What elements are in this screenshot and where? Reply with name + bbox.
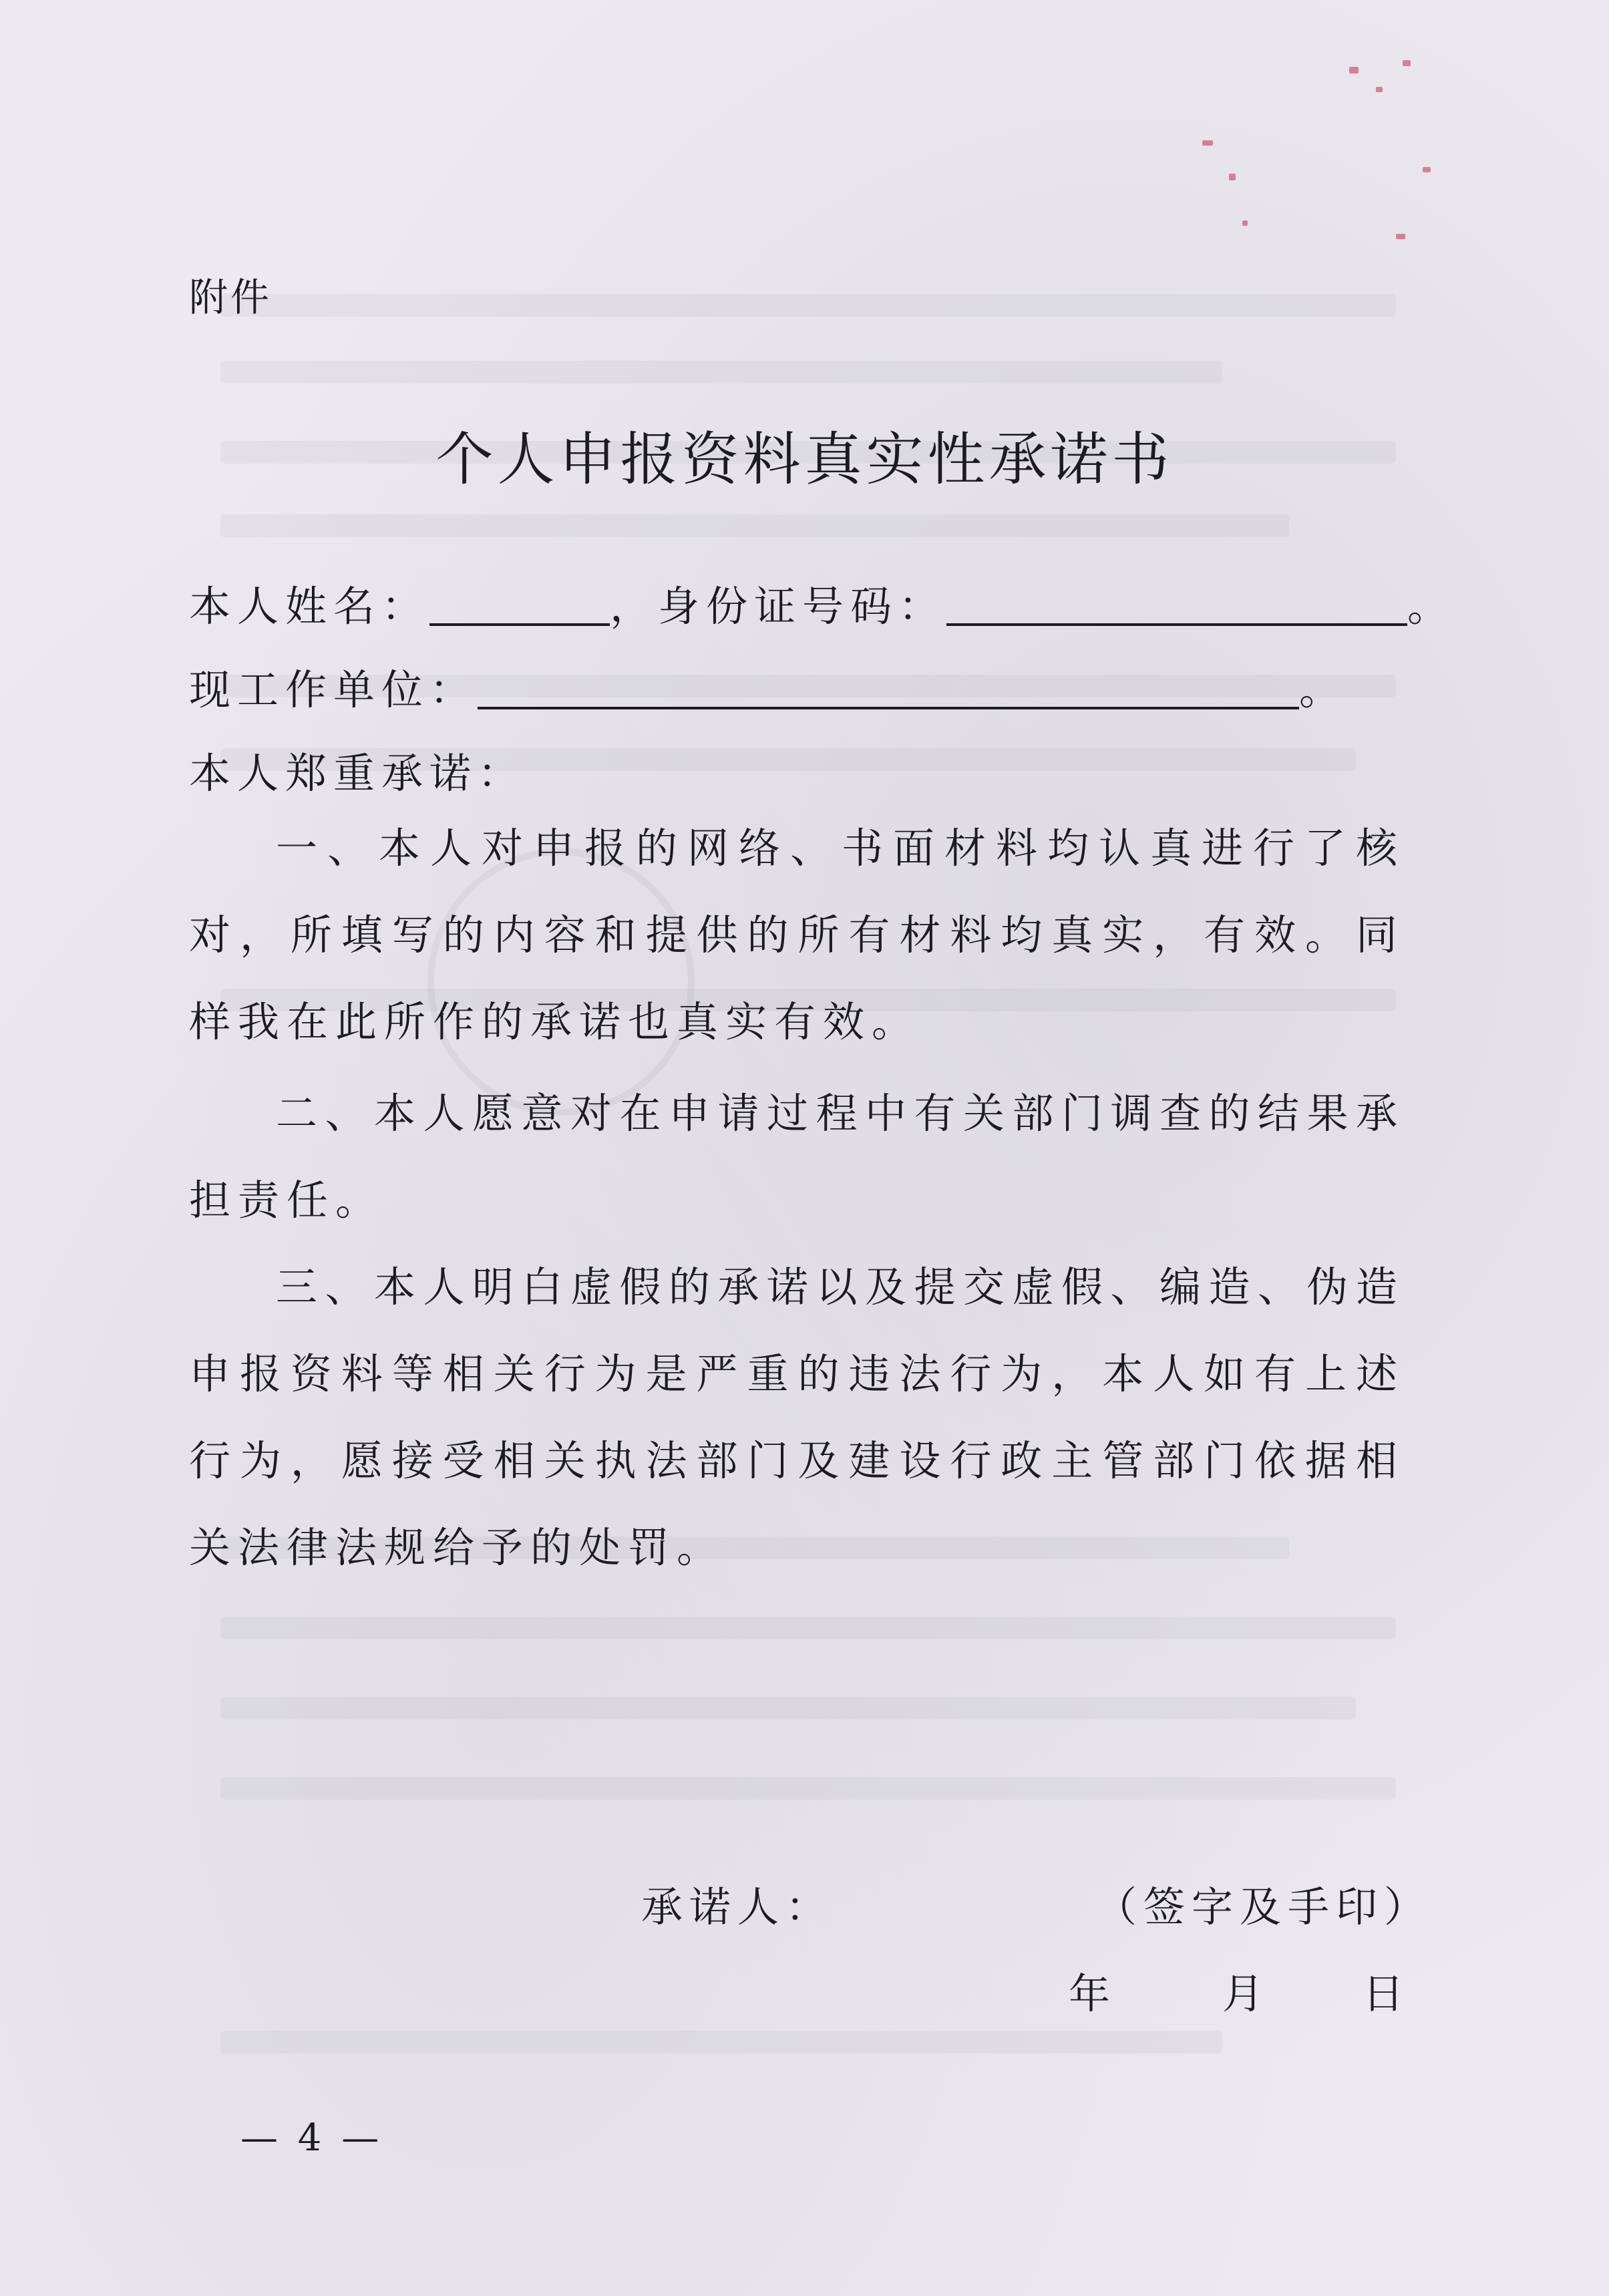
name-blank[interactable] [429,586,610,626]
name-label: 本人姓名： [189,582,430,631]
bleed-through-line [220,1777,1396,1800]
signature-note: （签字及手印） [1095,1882,1433,1931]
work-unit-label: 现工作单位： [189,665,478,714]
line-end-period: 。 [1407,582,1456,631]
bleed-through-line [220,514,1289,537]
intro-text: 本人郑重承诺： [189,749,526,798]
red-ink-speck [1423,167,1431,172]
attachment-label: 附件 [189,275,273,320]
bleed-through-line [220,1617,1396,1639]
red-ink-speck [1202,140,1213,146]
promisor-label: 承诺人： [641,1882,834,1931]
red-ink-speck [1349,67,1359,73]
id-number-blank[interactable] [946,586,1407,626]
bleed-through-line [220,1697,1356,1719]
page-number: — 4 — [240,2116,383,2160]
date-year: 年 [1069,1969,1111,2018]
red-ink-speck [1396,234,1405,239]
bleed-through-line [220,294,1396,317]
date-day: 日 [1363,1969,1405,2018]
paragraph-3: 三、本人明白虚假的承诺以及提交虚假、编造、伪造申报资料等相关行为是严重的违法行为，本人如有上述行为，愿接受相关执法部门及建设行政主管部门依据相关法律法规给予的处罚。 [189,1263,1405,1572]
id-number-label: ，身份证号码： [610,582,947,631]
red-ink-speck [1403,60,1411,66]
red-ink-speck [1229,174,1236,180]
line-end-period: 。 [1299,665,1348,714]
work-unit-line [189,657,1347,716]
name-id-line [189,573,1455,633]
document-title: 个人申报资料真实性承诺书 [435,426,1174,493]
red-ink-speck [1376,87,1383,92]
paragraph-1: 一、本人对申报的网络、书面材料均认真进行了核对，所填写的内容和提供的所有材料均真实，有效。同样我在此所作的承诺也真实有效。 [189,824,1405,1046]
bleed-through-line [220,361,1222,383]
bleed-through-line [220,2031,1222,2054]
paragraph-2: 二、本人愿意对在申请过程中有关部门调查的结果承担责任。 [189,1089,1405,1224]
work-unit-blank[interactable] [478,669,1299,709]
date-month: 月 [1222,1969,1264,2018]
red-ink-speck [1242,220,1248,226]
